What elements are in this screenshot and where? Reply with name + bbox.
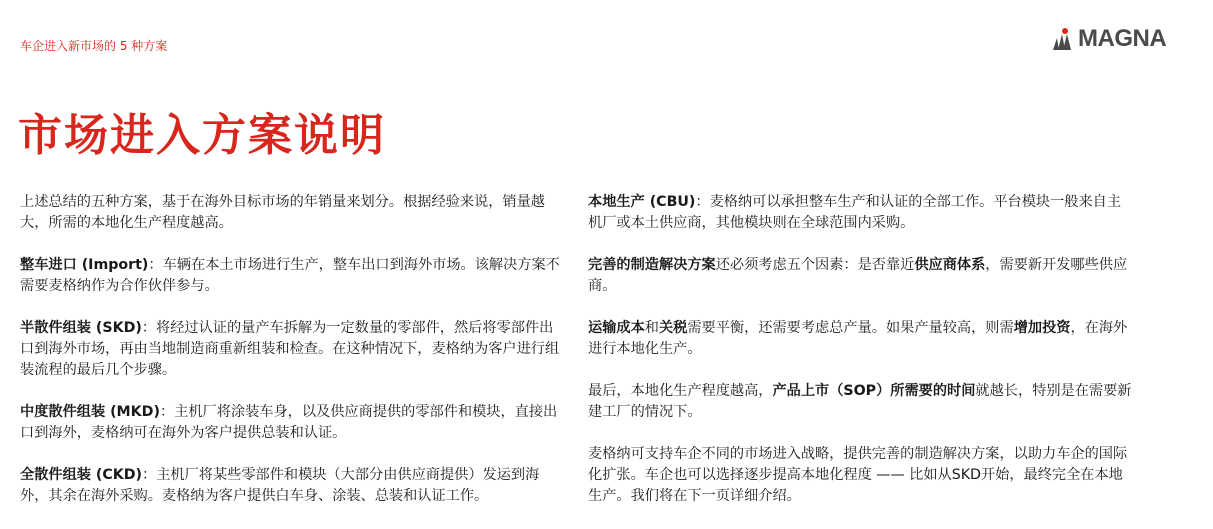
logo-text: MAGNA [1078,25,1167,52]
paragraph-lead: 全散件组装 (CKD) [20,467,143,483]
paragraph-text: 还必须考虑五个因素：是否靠近 [715,257,915,273]
bold-phrase: 本地生产 (CBU) [588,194,696,210]
left-paragraph [20,255,560,297]
breadcrumb: 车企进入新市场的 5 种方案 [20,39,168,53]
right-paragraph [588,255,1133,297]
right-column [588,192,1133,507]
magna-triangle-logo-icon [1052,28,1076,50]
paragraph-text: ：主机厂将涂装车身，以及供应商提供的零部件和模块，直接出口到海外，麦格纳可在海外为客户提供总装和认证。 [20,404,558,441]
paragraph-text: 上述总结的五种方案，基于在海外目标市场的年销量来划分。根据经验来说，销量越大，所需的本地化生产程度越高。 [20,194,545,231]
magna-logo [1052,26,1166,52]
left-paragraph [20,318,560,381]
paragraph-text: ：将经过认证的量产车拆解为一定数量的零部件，然后将零部件出口到海外市场，再由当地制造商重新组装和检查。在这种情况下，麦格纳为客户进行组装流程的最后几个步骤。 [20,320,560,378]
bold-phrase: 产品上市（SOP）所需要的时间 [772,383,976,399]
bold-phrase: 增加投资 [1013,320,1071,336]
left-column [20,192,560,507]
left-paragraph [20,465,560,507]
paragraph-text: 麦格纳可支持车企不同的市场进入战略，提供完善的制造解决方案，以助力车企的国际化扩张。车企也可以选择逐步提高本地化程度 —— 比如从SKD开始，最终完全在本地生产。我们将在下一页详细介绍。 [588,446,1128,504]
paragraph-text: 需要平衡，还需要考虑总产量。如果产量较高，则需 [687,320,1014,336]
right-paragraph [588,192,1133,234]
bold-phrase: 关税 [658,320,688,336]
left-paragraph [20,402,560,444]
paragraph-text: 就越长，特别是在需要新建工厂的情况下。 [588,383,1132,420]
paragraph-text: ，需要新开发哪些供应商。 [588,257,1128,294]
paragraph-text: ：麦格纳可以承担整车生产和认证的全部工作。平台模块一般来自主机厂或本土供应商，其他模块则在全球范围内采购。 [588,194,1122,231]
paragraph-text: ：车辆在本土市场进行生产，整车出口到海外市场。该解决方案不需要麦格纳作为合作伙伴参与。 [20,257,560,294]
bold-phrase: 完善的制造解决方案 [588,257,716,273]
bold-phrase: 供应商体系 [914,257,986,273]
right-paragraph [588,381,1133,423]
page-title: 市场进入方案说明 [18,110,386,161]
paragraph-lead: 整车进口 (Import) [20,257,149,273]
bold-phrase: 运输成本 [588,320,645,336]
right-paragraph [588,318,1133,360]
paragraph-text: ，在海外进行本地化生产。 [588,320,1128,357]
paragraph-lead: 半散件组装 (SKD) [20,320,142,336]
paragraph-text: 和 [644,320,659,336]
paragraph-lead: 中度散件组装 (MKD) [20,404,160,420]
paragraph-text: ：主机厂将某些零部件和模块（大部分由供应商提供）发运到海外，其余在海外采购。麦格纳为客户提供白车身、涂装、总装和认证工作。 [20,467,540,504]
paragraph-text: 最后，本地化生产程度越高， [588,383,773,399]
left-paragraph [20,192,560,234]
right-paragraph [588,444,1133,507]
